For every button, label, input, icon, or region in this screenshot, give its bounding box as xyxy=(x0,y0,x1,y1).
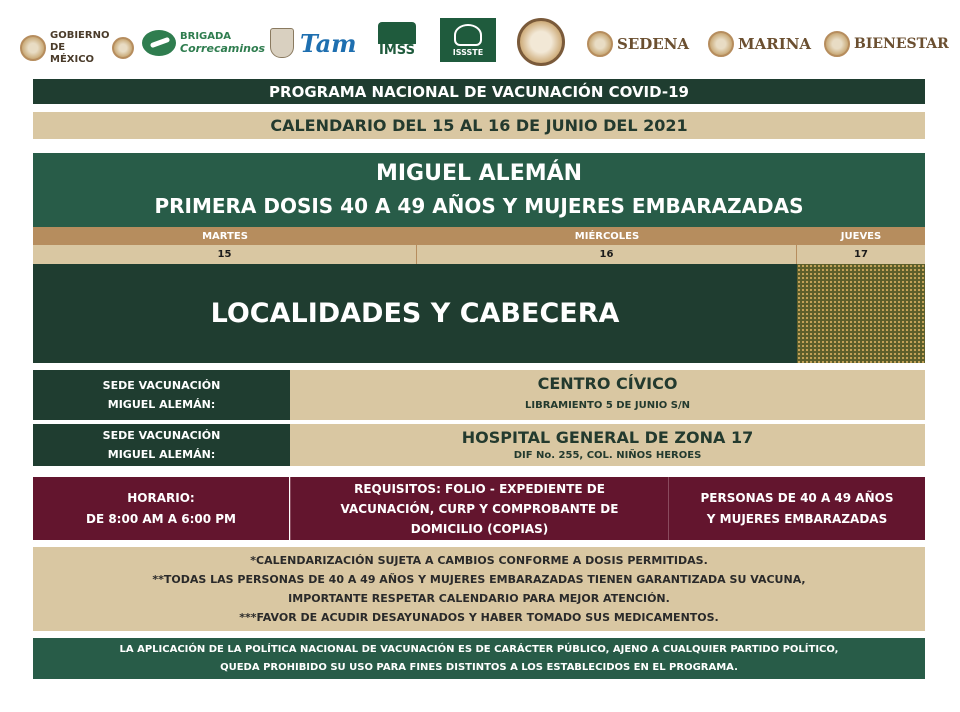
bienestar-seal-icon xyxy=(824,31,850,57)
imss-logo-text: IMSS xyxy=(379,43,415,58)
sede-name-2: HOSPITAL GENERAL DE ZONA 17 xyxy=(461,427,754,447)
runner-icon xyxy=(142,30,176,56)
day-name-wednesday: MIÉRCOLES xyxy=(417,227,797,245)
footer-line-2: QUEDA PROHIBIDO SU USO PARA FINES DISTINTOS A LOS ESTABLECIDOS EN EL PROGRAMA. xyxy=(220,661,738,673)
program-title: PROGRAMA NACIONAL DE VACUNACIÓN COVID-19 xyxy=(33,79,925,104)
brigada-subtitle: Correcaminos xyxy=(180,42,266,55)
note-4: ***FAVOR DE ACUDIR DESAYUNADOS Y HABER TOMADO SUS MEDICAMENTOS. xyxy=(239,611,719,624)
horario-cell xyxy=(33,477,289,540)
personas-line2: Y MUJERES EMBARAZADAS xyxy=(706,511,888,526)
dose-title: PRIMERA DOSIS 40 A 49 AÑOS Y MUJERES EMBARAZADAS xyxy=(154,194,804,218)
personas-line1: PERSONAS DE 40 A 49 AÑOS xyxy=(700,490,894,505)
municipality-block xyxy=(33,153,925,227)
imss-logo xyxy=(378,22,416,58)
localities-cell: LOCALIDADES Y CABECERA xyxy=(33,264,797,363)
issste-logo-text: ISSSTE xyxy=(452,47,484,57)
footer-line-1: LA APLICACIÓN DE LA POLÍTICA NACIONAL DE VACUNACIÓN ES DE CARÁCTER PÚBLICO, AJENO A CUALQUIER PARTIDO POLÍTICO, xyxy=(119,643,839,655)
anniversary-seal-icon xyxy=(112,37,134,59)
sede-info-2 xyxy=(290,424,925,466)
day-date-wednesday: 16 xyxy=(417,245,797,264)
sede-label-1-line2: MIGUEL ALEMÁN: xyxy=(107,398,216,411)
requisitos-line3: DOMICILIO (COPIAS) xyxy=(410,521,549,536)
sedena-seal-icon xyxy=(587,31,613,57)
sede-label-2-line1: SEDE VACUNACIÓN xyxy=(102,429,221,442)
sede-address-2: DIF No. 255, COL. NIÑOS HEROES xyxy=(513,449,702,461)
note-2: **TODAS LAS PERSONAS DE 40 A 49 AÑOS Y MUJERES EMBARAZADAS TIENEN GARANTIZADA SU VACUNA, xyxy=(152,573,806,586)
brigada-logo xyxy=(142,30,265,56)
sede-label-2-line2: MIGUEL ALEMÁN: xyxy=(107,448,216,461)
sede-label-1 xyxy=(33,370,290,420)
sede-label-2 xyxy=(33,424,290,466)
calendar-title: CALENDARIO DEL 15 AL 16 DE JUNIO DEL 2021 xyxy=(33,112,925,139)
requisitos-line2: VACUNACIÓN, CURP Y COMPROBANTE DE xyxy=(340,501,619,516)
personas-cell xyxy=(669,477,925,540)
tamaulipas-shield-icon xyxy=(270,28,294,58)
sede-label-1-line1: SEDE VACUNACIÓN xyxy=(102,379,221,392)
sede-address-1: LIBRAMIENTO 5 DE JUNIO S/N xyxy=(524,400,691,411)
day-name-thursday: JUEVES xyxy=(797,227,925,245)
issste-emblem-icon xyxy=(454,24,482,46)
guardia-nacional-seal-icon xyxy=(517,18,565,66)
municipality-name: MIGUEL ALEMÁN xyxy=(375,161,583,186)
gobierno-logo xyxy=(20,30,134,66)
requisitos-cell xyxy=(290,477,669,540)
day-name-tuesday: MARTES xyxy=(33,227,417,245)
brigada-title: BRIGADA xyxy=(180,31,232,42)
note-3: IMPORTANTE RESPETAR CALENDARIO PARA MEJOR ATENCIÓN. xyxy=(288,592,670,605)
sede-name-1: CENTRO CÍVICO xyxy=(537,374,678,393)
marina-logo xyxy=(708,31,811,57)
sede-info-1 xyxy=(290,370,925,420)
eagle-seal-icon xyxy=(20,35,46,61)
bienestar-logo-text: BIENESTAR xyxy=(854,36,949,52)
footer-disclaimer xyxy=(33,638,925,679)
gobierno-logo-text: GOBIERNO DE MÉXICO xyxy=(50,30,110,65)
sedena-logo-text: SEDENA xyxy=(617,35,690,53)
horario-line2: DE 8:00 AM A 6:00 PM xyxy=(86,511,236,526)
issste-logo xyxy=(440,18,496,62)
imss-emblem-icon xyxy=(378,22,416,44)
tam-logo-text: Tam xyxy=(300,28,357,58)
tamaulipas-logo xyxy=(270,28,357,58)
marina-seal-icon xyxy=(708,31,734,57)
note-1: *CALENDARIZACIÓN SUJETA A CAMBIOS CONFORME A DOSIS PERMITIDAS. xyxy=(250,554,708,567)
marina-logo-text: MARINA xyxy=(738,35,812,53)
requisitos-line1: REQUISITOS: FOLIO - EXPEDIENTE DE xyxy=(354,481,605,496)
notes-block xyxy=(33,547,925,631)
horario-line1: HORARIO: xyxy=(127,490,195,505)
bienestar-logo xyxy=(824,31,949,57)
unavailable-day-pattern xyxy=(797,264,925,363)
day-date-thursday: 17 xyxy=(797,245,925,264)
sedena-logo xyxy=(587,31,689,57)
day-date-tuesday: 15 xyxy=(33,245,417,264)
